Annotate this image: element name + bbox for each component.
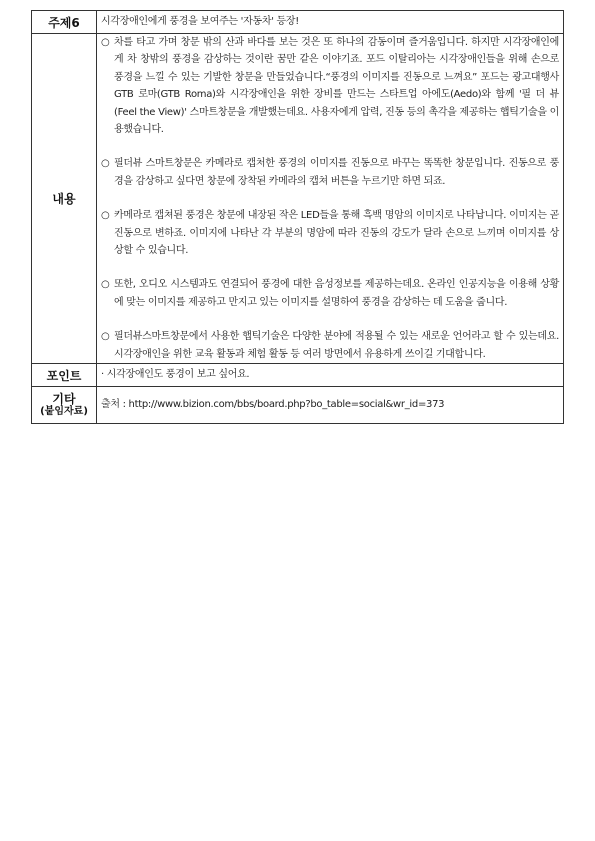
content-paragraph xyxy=(101,34,559,138)
content-paragraph xyxy=(101,328,559,363)
content-label: 내용 xyxy=(32,34,97,364)
etc-label-sub: (붙임자료) xyxy=(40,406,88,418)
content-cell xyxy=(97,34,564,364)
etc-label-main: 기타 xyxy=(52,392,76,407)
topic-label: 주제6 xyxy=(32,11,97,34)
point-cell xyxy=(97,364,564,387)
paragraph-text: 필더뷰 스마트창문은 카메라로 캡처한 풍경의 이미지를 진동으로 바꾸는 똑똑한 창문입니다. 진동으로 풍경을 감상하고 싶다면 창문에 장착된 카메라의 캡쳐 버튼을 누르기만 하면 되죠. xyxy=(114,158,559,187)
point-label: 포인트 xyxy=(32,364,97,387)
circle-bullet-icon: ○ xyxy=(101,331,110,343)
etc-row xyxy=(32,387,564,424)
circle-bullet-icon: ○ xyxy=(101,158,110,170)
content-row xyxy=(32,34,564,364)
document-table xyxy=(31,10,564,424)
paragraph-text: 필더뷰스마트창문에서 사용한 햅틱기술은 다양한 분야에 적용될 수 있는 새로운 언어라고 할 수 있는데요. 시각장애인을 위한 교육 활동과 체험 활동 등 여러 방면에서 유용하게 쓰이길 기대합니다. xyxy=(114,331,559,360)
content-paragraph xyxy=(101,276,559,311)
paragraph-text: 또한, 오디오 시스템과도 연결되어 풍경에 대한 음성정보를 제공하는데요. 온라인 인공지능을 이용해 상황에 맞는 이미지를 제공하고 만지고 있는 이미지를 설명하여 풍경을 감상하는 데 도움을 줍니다. xyxy=(114,279,559,308)
circle-bullet-icon: ○ xyxy=(101,37,110,48)
content-paragraph xyxy=(101,207,559,259)
circle-bullet-icon: ○ xyxy=(101,279,110,291)
point-text: · 시각장애인도 풍경이 보고 싶어요. xyxy=(101,369,250,381)
paragraph-text: 카메라로 캡쳐된 풍경은 창문에 내장된 작은 LED들을 통해 흑백 명암의 이미지로 나타납니다. 이미지는 곧 진동으로 변하죠. 이미지에 나타난 각 부분의 명암에 따라 진동의 강도가 달라 손으로 느끼며 이미지를 상상할 수 있습니다. xyxy=(114,210,559,257)
etc-cell xyxy=(97,387,564,424)
paragraph-text: 차를 타고 가며 창문 밖의 산과 바다를 보는 것은 또 하나의 감동이며 즐거움입니다. 하지만 시각장애인에게 차 창밖의 풍경을 감상하는 것이란 꿈만 같은 이야기죠. 포드 이탈리아는 시각장애인들을 위해 손으로 풍경을 느낄 수 있는 기발한 창문을 만들었습니다.“풍경의 이미지를 진동으로 느껴요” 포드는 광고대행사 GTB 로마(GTB Roma)와 시각장애인을 위한 장비를 만드는 스타트업 아에도(Aedo)와 함께 '필 더 뷰(Feel the View)' 스마트창문을 개발했는데요. 사용자에게 압력, 진동 등의 촉각을 제공하는 햅틱기술을 이용했습니다. xyxy=(114,37,559,136)
topic-text: 시각장애인에게 풍경을 보여주는 '자동차' 등장! xyxy=(101,16,299,28)
circle-bullet-icon: ○ xyxy=(101,210,110,222)
etc-label xyxy=(32,387,97,424)
point-row xyxy=(32,364,564,387)
topic-cell xyxy=(97,11,564,34)
source-link[interactable]: 출처 : http://www.bizion.com/bbs/board.php?bo_table=social&wr_id=373 xyxy=(101,399,445,411)
content-paragraph xyxy=(101,155,559,190)
topic-row xyxy=(32,11,564,34)
